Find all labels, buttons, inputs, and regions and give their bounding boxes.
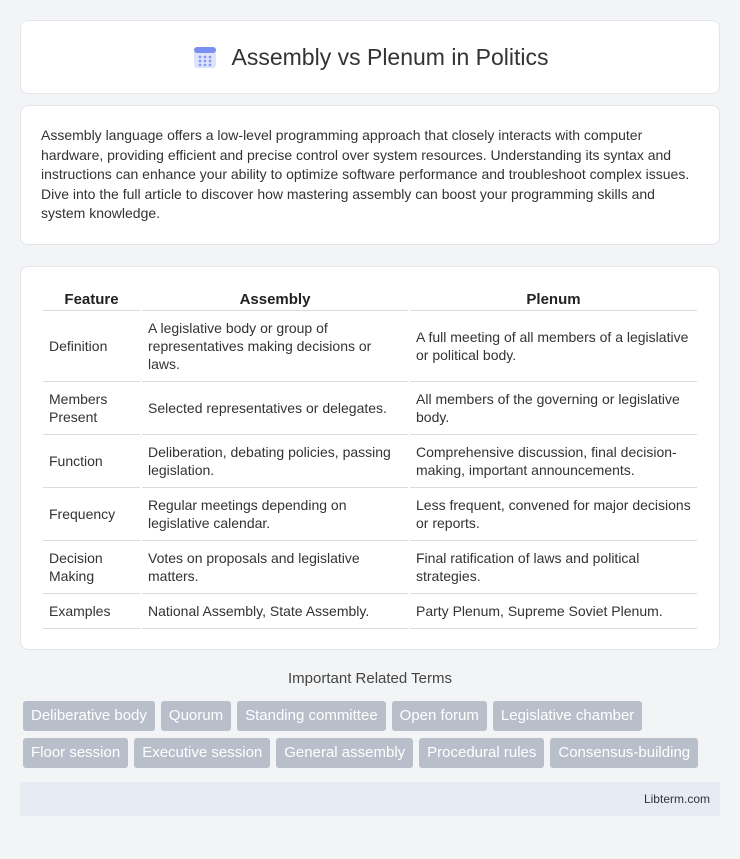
intro-card xyxy=(20,105,720,245)
calendar-grid-icon xyxy=(192,44,218,70)
table-row xyxy=(43,382,697,435)
assembly-cell: National Assembly, State Assembly. xyxy=(142,594,408,629)
related-terms-title: Important Related Terms xyxy=(288,669,452,687)
table-row xyxy=(43,541,697,594)
assembly-cell: A legislative body or group of representatives making decisions or laws. xyxy=(142,311,408,382)
feature-cell: Examples xyxy=(43,594,140,629)
plenum-cell: All members of the governing or legislative body. xyxy=(410,382,697,435)
assembly-cell: Regular meetings depending on legislative calendar. xyxy=(142,488,408,541)
table-header-row xyxy=(43,285,697,311)
header-feature: Feature xyxy=(43,285,140,311)
plenum-cell: Comprehensive discussion, final decision-making, important announcements. xyxy=(410,435,697,488)
feature-cell: Definition xyxy=(43,311,140,382)
assembly-cell: Votes on proposals and legislative matters. xyxy=(142,541,408,594)
feature-cell: Function xyxy=(43,435,140,488)
comparison-table-card xyxy=(20,266,720,650)
comparison-table xyxy=(41,285,699,629)
feature-cell: Decision Making xyxy=(43,541,140,594)
related-term-tag[interactable]: Legislative chamber xyxy=(493,701,642,731)
plenum-cell: Party Plenum, Supreme Soviet Plenum. xyxy=(410,594,697,629)
related-term-tag[interactable]: Floor session xyxy=(23,738,128,768)
table-row xyxy=(43,488,697,541)
page-title: Assembly vs Plenum in Politics xyxy=(231,43,549,70)
intro-text: Assembly language offers a low-level programming approach that closely interacts with computer hardware, providing efficient and precise control over system resources. Understanding its syntax and instructions can enhance your ability to optimize software performance and troubleshoot complex issues. Dive into the full article to discover how mastering assembly can boost your programming skills and system knowledge. xyxy=(41,127,690,221)
table-row xyxy=(43,435,697,488)
plenum-cell: A full meeting of all members of a legislative or political body. xyxy=(410,311,697,382)
feature-cell: Frequency xyxy=(43,488,140,541)
assembly-cell: Deliberation, debating policies, passing legislation. xyxy=(142,435,408,488)
table-row xyxy=(43,311,697,382)
footer-site-link[interactable]: Libterm.com xyxy=(643,791,710,806)
header-plenum: Plenum xyxy=(410,285,697,311)
table-row xyxy=(43,594,697,629)
feature-cell: Members Present xyxy=(43,382,140,435)
footer xyxy=(20,782,720,816)
header-assembly: Assembly xyxy=(142,285,408,311)
assembly-cell: Selected representatives or delegates. xyxy=(142,382,408,435)
related-term-tag[interactable]: Deliberative body xyxy=(23,701,155,731)
related-term-tag[interactable]: Executive session xyxy=(134,738,270,768)
related-terms-list xyxy=(23,701,720,768)
plenum-cell: Final ratification of laws and political strategies. xyxy=(410,541,697,594)
related-term-tag[interactable]: Quorum xyxy=(161,701,231,731)
related-term-tag[interactable]: Standing committee xyxy=(237,701,386,731)
related-term-tag[interactable]: Open forum xyxy=(392,701,487,731)
related-term-tag[interactable]: Consensus-building xyxy=(550,738,698,768)
related-term-tag[interactable]: Procedural rules xyxy=(419,738,544,768)
header-card xyxy=(20,20,720,94)
plenum-cell: Less frequent, convened for major decisions or reports. xyxy=(410,488,697,541)
related-term-tag[interactable]: General assembly xyxy=(276,738,413,768)
